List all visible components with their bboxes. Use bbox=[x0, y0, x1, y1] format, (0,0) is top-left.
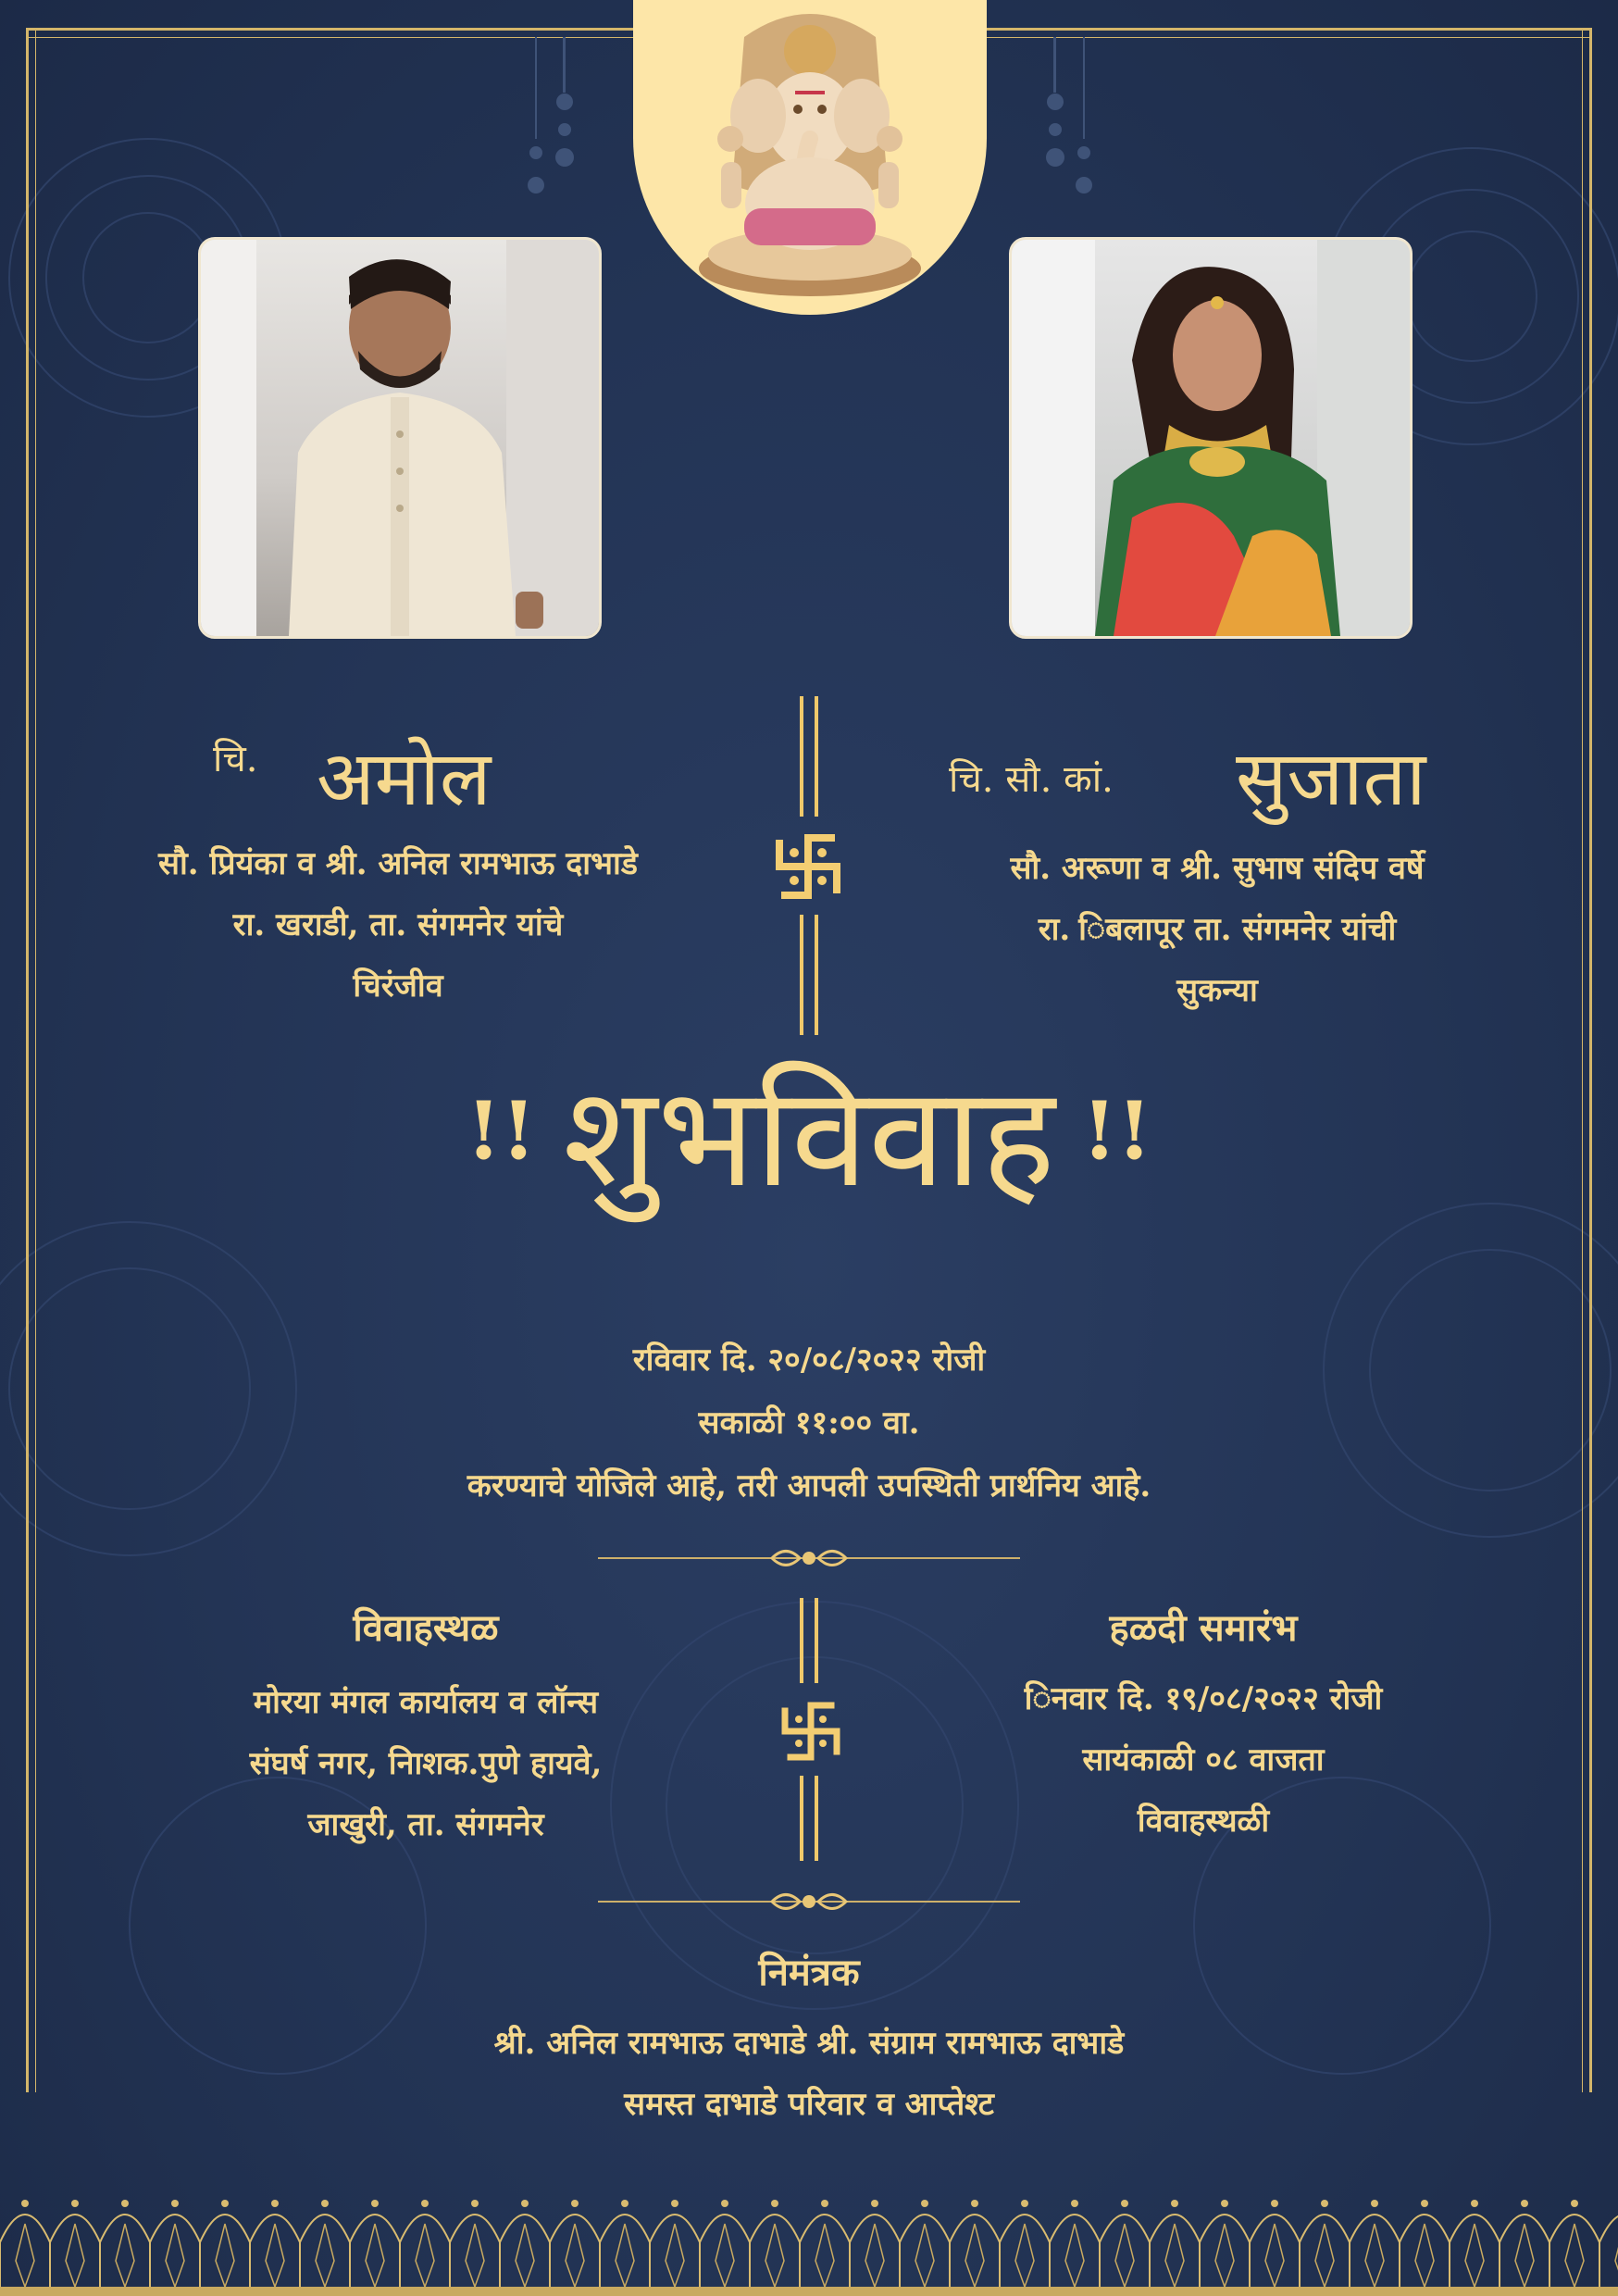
border-pattern-icon bbox=[0, 2177, 1618, 2296]
border-dot bbox=[21, 2200, 29, 2207]
border-dot bbox=[1121, 2200, 1128, 2207]
border-arch bbox=[400, 2215, 450, 2296]
border-arch bbox=[950, 2215, 1000, 2296]
border-arch bbox=[900, 2215, 950, 2296]
border-leaf bbox=[1515, 2224, 1534, 2287]
border-dot bbox=[1471, 2200, 1478, 2207]
center-bar-left-lower bbox=[800, 915, 803, 1035]
border-dot bbox=[471, 2200, 479, 2207]
border-dot bbox=[1071, 2200, 1078, 2207]
border-arch bbox=[1150, 2215, 1200, 2296]
border-leaf bbox=[1165, 2224, 1184, 2287]
bride-address: रा. िबलापूर ता. संगमनेर यांची bbox=[1038, 911, 1397, 948]
bride-name: सुजाता bbox=[1236, 735, 1426, 823]
border-leaf bbox=[1315, 2224, 1334, 2287]
haldi-line-2: सायंकाळी ०८ वाजता bbox=[1082, 1741, 1325, 1778]
center-bar-right-2 bbox=[815, 1598, 818, 1683]
border-dot bbox=[421, 2200, 429, 2207]
border-arch bbox=[200, 2215, 250, 2296]
title-left-mark: !! bbox=[466, 1084, 537, 1179]
border-dot bbox=[571, 2200, 579, 2207]
border-arch bbox=[1200, 2215, 1250, 2296]
border-dot bbox=[971, 2200, 978, 2207]
border-arch bbox=[0, 2215, 50, 2296]
border-dot bbox=[1571, 2200, 1578, 2207]
frame-top-left-line bbox=[26, 28, 634, 31]
border-dot bbox=[1271, 2200, 1278, 2207]
border-dot bbox=[1321, 2200, 1328, 2207]
frame-top-right-line bbox=[986, 28, 1592, 31]
bride-relation: सुकन्या bbox=[1176, 972, 1258, 1009]
venue-heading: विवाहस्थळ bbox=[353, 1606, 499, 1650]
lamp-icon bbox=[1009, 37, 1101, 204]
border-leaf bbox=[1265, 2224, 1284, 2287]
border-leaf bbox=[1465, 2224, 1484, 2287]
border-leaf bbox=[566, 2224, 584, 2287]
haldi-line-1: िनवार दि. १९/०८/२०२२ रोजी bbox=[1024, 1680, 1383, 1717]
border-leaf bbox=[366, 2224, 384, 2287]
border-dot bbox=[321, 2200, 329, 2207]
border-leaf bbox=[666, 2224, 684, 2287]
border-dot bbox=[121, 2200, 129, 2207]
border-leaf bbox=[266, 2224, 284, 2287]
border-arch bbox=[600, 2215, 650, 2296]
border-leaf bbox=[915, 2224, 934, 2287]
border-dot bbox=[671, 2200, 678, 2207]
border-dot bbox=[271, 2200, 279, 2207]
venue-line-1: मोरया मंगल कार्यालय व लॉन्स bbox=[253, 1684, 599, 1721]
border-dot bbox=[371, 2200, 379, 2207]
groom-relation: चिरंजीव bbox=[353, 967, 443, 1004]
border-dot bbox=[71, 2200, 79, 2207]
inviter-line-1: श्री. अनिल रामभाऊ दाभाडे श्री. संग्राम रामभाऊ दाभाडे bbox=[493, 2025, 1125, 2062]
venue-line-2: संघर्ष नगर, नािशक.पुणे हायवे, bbox=[249, 1745, 603, 1782]
border-leaf bbox=[965, 2224, 984, 2287]
border-arch bbox=[750, 2215, 800, 2296]
border-leaf bbox=[1415, 2224, 1434, 2287]
border-dot bbox=[221, 2200, 229, 2207]
border-dot bbox=[721, 2200, 728, 2207]
border-leaf bbox=[1115, 2224, 1134, 2287]
border-arch bbox=[1300, 2215, 1350, 2296]
center-bar-left bbox=[800, 696, 803, 817]
inviter-line-2: समस्त दाभाडे परिवार व आप्तेश्ट bbox=[624, 2086, 994, 2123]
border-arch bbox=[1000, 2215, 1050, 2296]
border-dot bbox=[521, 2200, 529, 2207]
border-leaf bbox=[815, 2224, 834, 2287]
center-bar-right bbox=[815, 696, 818, 817]
border-leaf bbox=[166, 2224, 184, 2287]
border-dot bbox=[621, 2200, 629, 2207]
bottom-border-pattern bbox=[0, 2177, 1618, 2296]
title-block bbox=[0, 1037, 1618, 1226]
swastik-icon bbox=[770, 829, 846, 905]
border-leaf bbox=[116, 2224, 134, 2287]
bride-photo bbox=[1009, 237, 1413, 639]
border-dot bbox=[171, 2200, 179, 2207]
border-arch bbox=[550, 2215, 600, 2296]
border-dot bbox=[1421, 2200, 1428, 2207]
border-dot bbox=[921, 2200, 928, 2207]
border-arch bbox=[1550, 2215, 1599, 2296]
border-dot bbox=[1021, 2200, 1028, 2207]
border-leaf bbox=[1565, 2224, 1584, 2287]
flourish-divider-icon bbox=[763, 1888, 855, 1915]
border-leaf bbox=[466, 2224, 484, 2287]
border-leaf bbox=[16, 2224, 34, 2287]
border-leaf bbox=[1365, 2224, 1384, 2287]
border-arch bbox=[850, 2215, 900, 2296]
border-leaf bbox=[716, 2224, 734, 2287]
border-arch bbox=[300, 2215, 350, 2296]
border-dot bbox=[821, 2200, 828, 2207]
ganesha-icon bbox=[633, 0, 987, 315]
bride-figure-icon bbox=[1012, 240, 1410, 636]
center-bar-left-2 bbox=[800, 1598, 803, 1683]
event-invite-line: करण्याचे योजिले आहे, तरी आपली उपस्थिती प्रार्थनिय आहे. bbox=[467, 1467, 1151, 1504]
border-leaf bbox=[1065, 2224, 1084, 2287]
border-dot bbox=[1171, 2200, 1178, 2207]
border-arch bbox=[800, 2215, 850, 2296]
event-date: रविवार दि. २०/०८/२०२२ रोजी bbox=[632, 1341, 986, 1379]
center-bar-right-3 bbox=[815, 1776, 818, 1861]
border-arch bbox=[350, 2215, 400, 2296]
border-arch bbox=[450, 2215, 500, 2296]
flourish-divider-icon bbox=[763, 1544, 855, 1572]
bride-parents: सौ. अरूणा व श्री. सुभाष संदिप वर्षे bbox=[1010, 850, 1425, 887]
title-right-mark: !! bbox=[1081, 1084, 1152, 1179]
title-word: शुभविवाह bbox=[563, 1057, 1055, 1218]
inviter-heading: निमंत्रक bbox=[758, 1951, 860, 1994]
border-dot bbox=[1521, 2200, 1528, 2207]
venue-line-3: जाखुरी, ता. संगमनेर bbox=[307, 1806, 544, 1843]
border-leaf bbox=[616, 2224, 634, 2287]
border-arch bbox=[1350, 2215, 1400, 2296]
border-dot bbox=[1371, 2200, 1378, 2207]
border-leaf bbox=[1015, 2224, 1034, 2287]
groom-parents: सौ. प्रियंका व श्री. अनिल रामभाऊ दाभाडे bbox=[158, 845, 638, 882]
center-bar-right-lower bbox=[815, 915, 818, 1035]
event-time: सकाळी ११:०० वा. bbox=[698, 1404, 920, 1441]
border-arch bbox=[650, 2215, 700, 2296]
border-arch bbox=[250, 2215, 300, 2296]
border-leaf bbox=[1215, 2224, 1234, 2287]
border-arch bbox=[100, 2215, 150, 2296]
border-arch bbox=[150, 2215, 200, 2296]
center-bar-left-3 bbox=[800, 1776, 803, 1861]
border-arch bbox=[1599, 2215, 1618, 2296]
haldi-heading: हळदी समारंभ bbox=[1109, 1606, 1298, 1650]
border-leaf bbox=[765, 2224, 784, 2287]
border-arch bbox=[1250, 2215, 1300, 2296]
border-arch bbox=[1100, 2215, 1150, 2296]
bride-prefix: चि. सौ. कां. bbox=[949, 758, 1114, 801]
border-leaf bbox=[516, 2224, 534, 2287]
border-leaf bbox=[66, 2224, 84, 2287]
lamp-icon bbox=[518, 37, 611, 204]
haldi-line-3: विवाहस्थळी bbox=[1137, 1803, 1270, 1840]
border-dot bbox=[771, 2200, 778, 2207]
groom-address: रा. खराडी, ता. संगमनेर यांचे bbox=[232, 906, 564, 943]
border-leaf bbox=[416, 2224, 434, 2287]
groom-prefix: चि. bbox=[213, 738, 258, 780]
border-arch bbox=[1050, 2215, 1100, 2296]
border-arch bbox=[700, 2215, 750, 2296]
swastik-icon bbox=[778, 1698, 844, 1765]
groom-name: अमोल bbox=[317, 735, 492, 823]
groom-photo bbox=[198, 237, 602, 639]
border-arch bbox=[1500, 2215, 1550, 2296]
border-dot bbox=[1221, 2200, 1228, 2207]
border-leaf bbox=[316, 2224, 334, 2287]
border-arch bbox=[1450, 2215, 1500, 2296]
border-arch bbox=[1400, 2215, 1450, 2296]
border-dot bbox=[871, 2200, 878, 2207]
border-leaf bbox=[865, 2224, 884, 2287]
border-arch bbox=[50, 2215, 100, 2296]
ganesha-medallion bbox=[633, 0, 987, 315]
groom-figure-icon bbox=[201, 240, 599, 636]
border-base-strip bbox=[0, 2287, 1618, 2296]
border-arch bbox=[500, 2215, 550, 2296]
border-leaf bbox=[216, 2224, 234, 2287]
